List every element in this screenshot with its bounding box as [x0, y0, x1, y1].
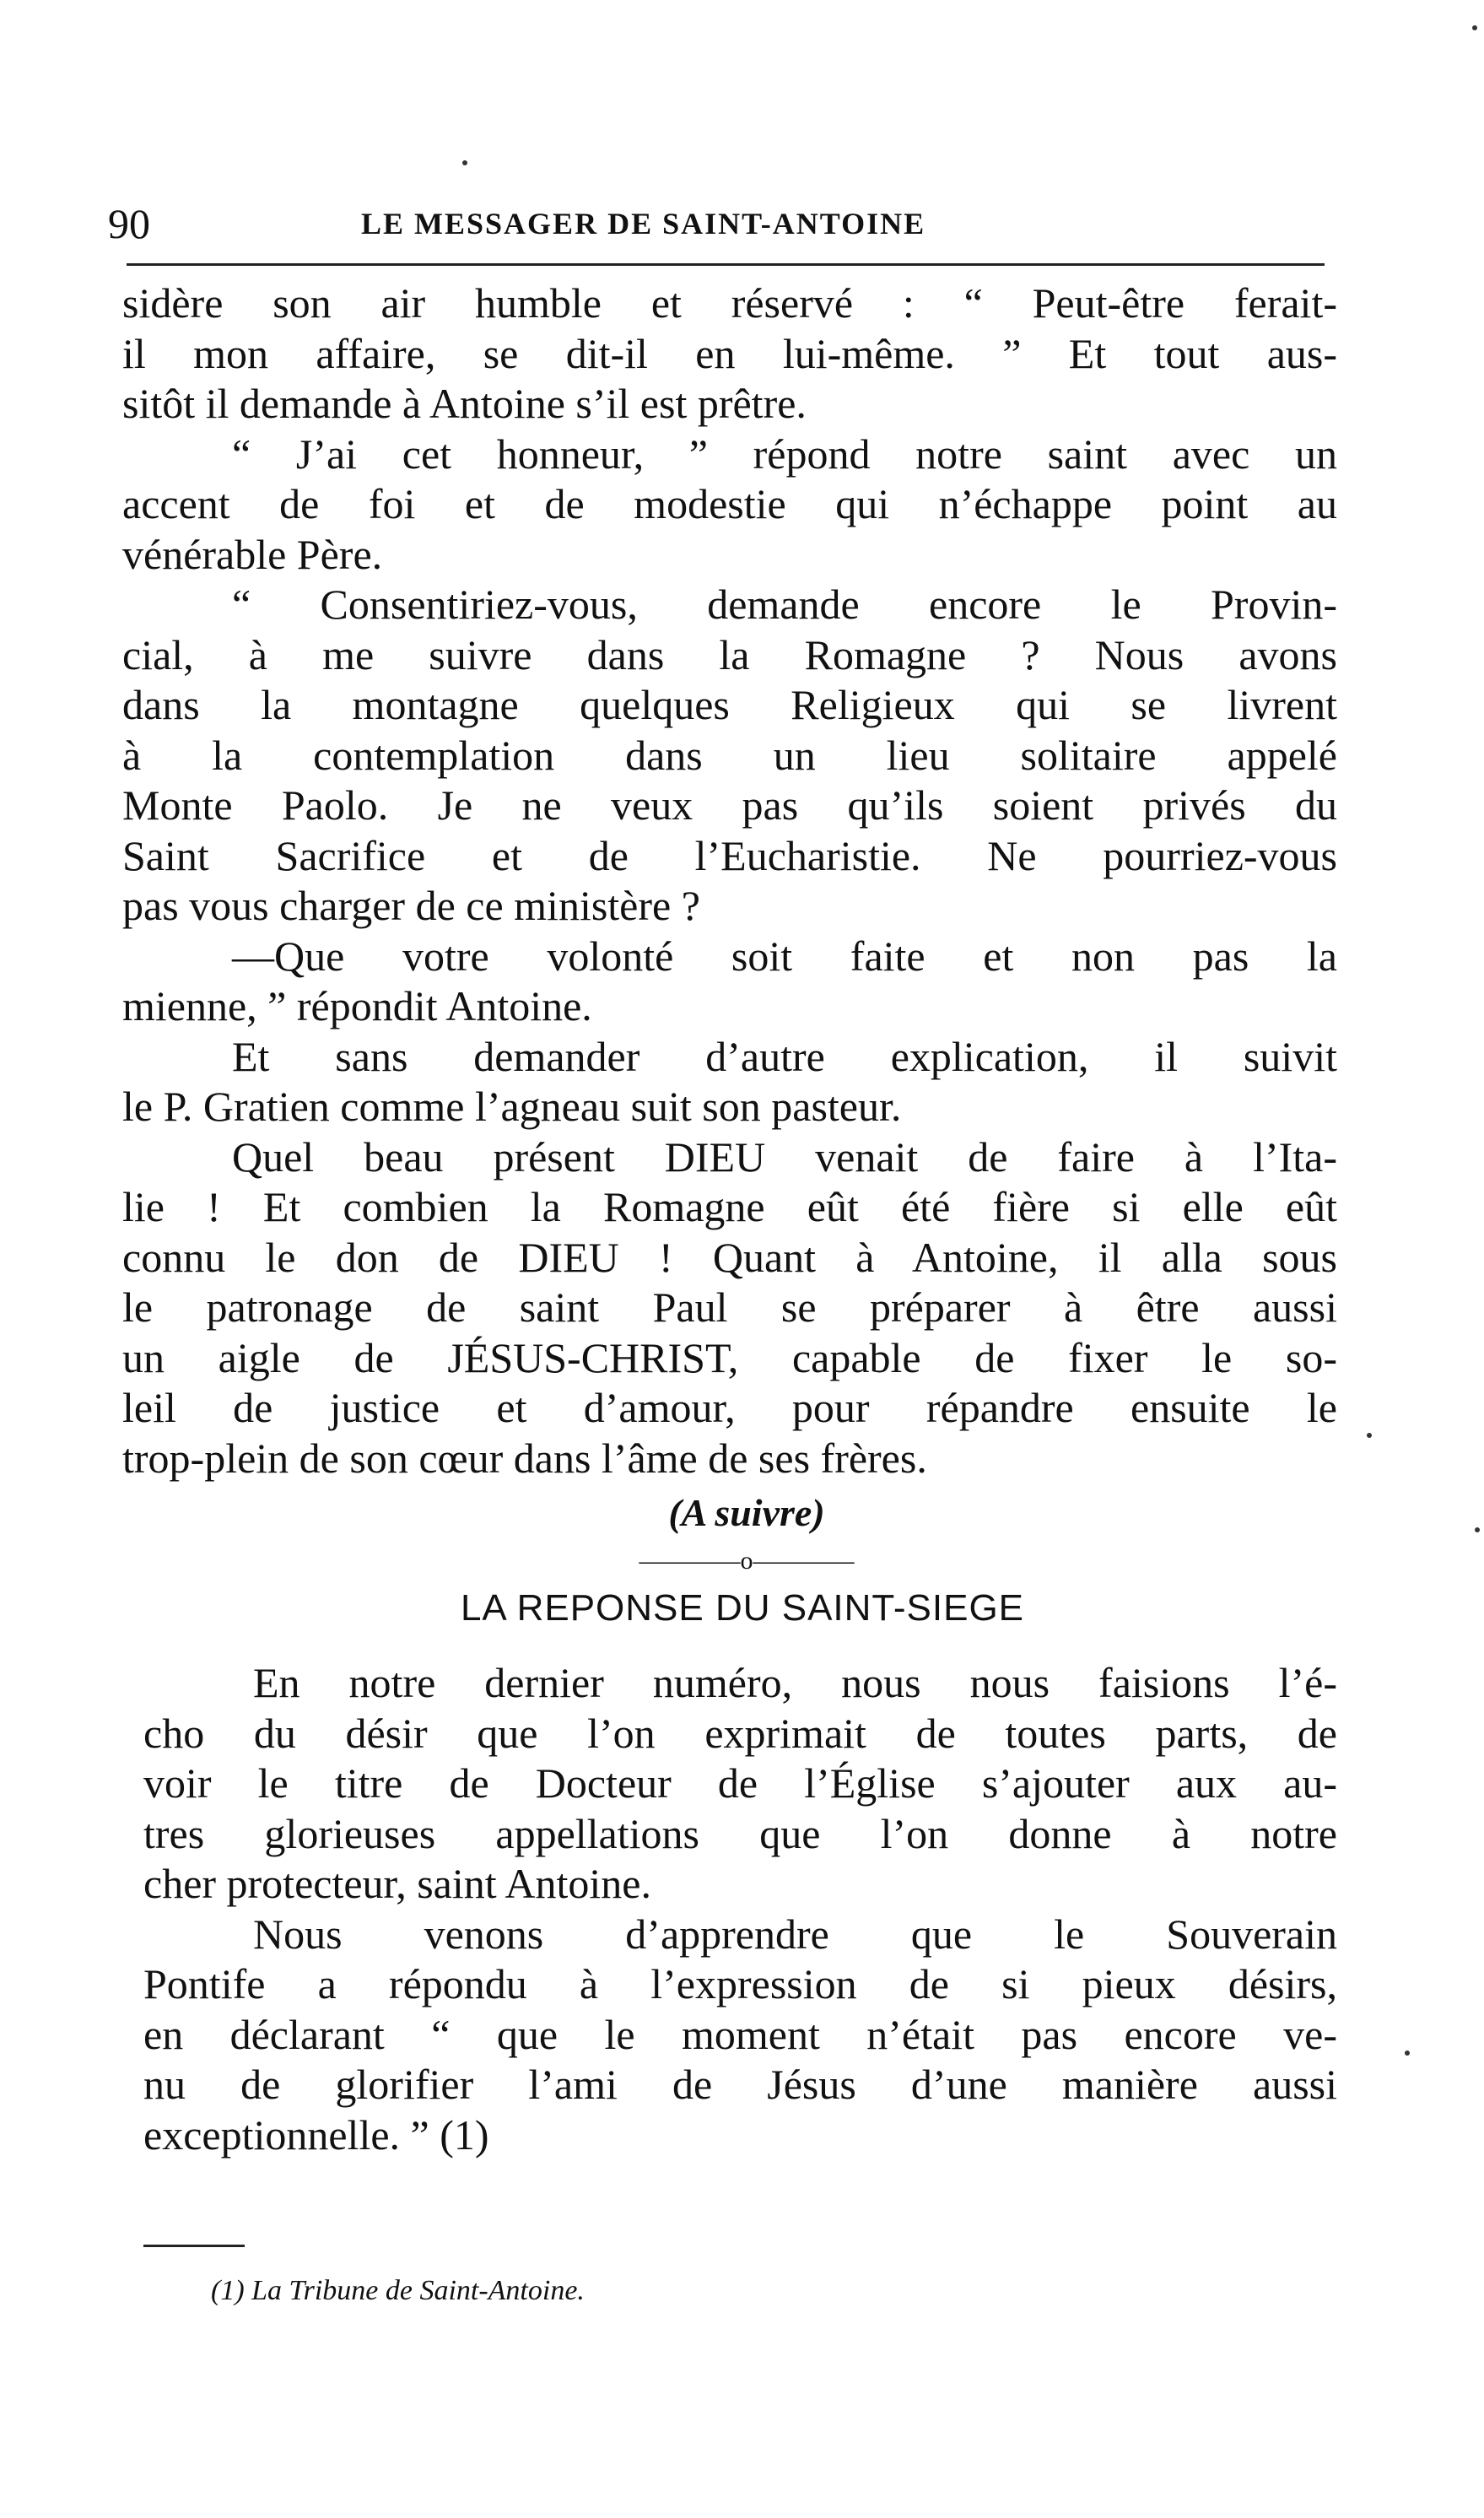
section-lines — [143, 1658, 1337, 2160]
text-line: leil de justice et d’amour, pour répandre ensuite le — [122, 1384, 1337, 1431]
section-separator: ————o———— — [639, 1547, 855, 1575]
header-rule — [127, 263, 1325, 266]
text-line: Et sans demander d’autre explication, il suivit — [232, 1032, 1337, 1080]
text-line: à la contemplation dans un lieu solitaire appelé — [122, 731, 1337, 779]
text-line: vénérable Père. — [122, 530, 383, 578]
text-line: voir le titre de Docteur de l’Église s’ajouter aux au- — [143, 1759, 1337, 1807]
text-line: En notre dernier numéro, nous nous faisions l’é- — [253, 1659, 1337, 1706]
to-be-continued: (A suivre) — [668, 1491, 825, 1534]
body-text — [122, 278, 1337, 1637]
scan-speck — [1472, 25, 1477, 30]
text-line: en déclarant “ que le moment n’était pas encore ve- — [143, 2010, 1337, 2058]
text-line: connu le don de DIEU ! Quant à Antoine, il alla sous — [122, 1233, 1337, 1281]
text-line: pas vous charger de ce ministère ? — [122, 882, 700, 929]
text-line: dans la montagne quelques Religieux qui se livrent — [122, 681, 1337, 728]
text-line: nu de glorifier l’ami de Jésus d’une manière aussi — [143, 2061, 1337, 2108]
text-line: Pontife a répondu à l’expression de si pieux désirs, — [143, 1960, 1337, 2007]
section-title: LA REPONSE DU SAINT-SIEGE — [460, 1587, 1025, 1629]
text-line: il mon affaire, se dit-il en lui-même. ” Et tout aus- — [122, 329, 1337, 377]
scan-speck — [1405, 2051, 1410, 2056]
body-lines — [122, 278, 1337, 1483]
text-line: lie ! Et combien la Romagne eût été fière si elle eût — [122, 1183, 1337, 1230]
footnote-rule — [143, 2245, 245, 2247]
text-line: Quel beau présent DIEU venait de faire à l’Ita- — [232, 1132, 1337, 1181]
text-line: un aigle de JÉSUS-CHRIST, capable de fixer le so- — [122, 1333, 1337, 1381]
text-line: cho du désir que l’on exprimait de toutes parts, de — [143, 1709, 1337, 1757]
text-line: “ Consentiriez-vous, demande encore le Provin- — [232, 581, 1337, 628]
scan-speck — [462, 160, 467, 165]
text-line: sitôt il demande à Antoine s’il est prêtre. — [122, 380, 807, 427]
running-head: LE MESSAGER DE SAINT-ANTOINE — [361, 207, 926, 240]
text-line: cher protecteur, saint Antoine. — [143, 1860, 651, 1907]
text-line: Saint Sacrifice et de l’Eucharistie. Ne pourriez-vous — [122, 831, 1337, 879]
text-line: exceptionnelle. ” (1) — [143, 2110, 489, 2159]
text-line: —Que votre volonté soit faite et non pas la — [232, 932, 1337, 980]
page-number: 90 — [108, 200, 150, 247]
text-line: le P. Gratien comme l’agneau suit son pasteur. — [122, 1083, 902, 1130]
text-line: tres glorieuses appellations que l’on donne à notre — [143, 1809, 1337, 1857]
text-line: “ J’ai cet honneur, ” répond notre saint avec un — [232, 430, 1337, 478]
scan-speck — [1367, 1433, 1372, 1438]
text-line: trop-plein de son cœur dans l’âme de ses frères. — [122, 1434, 927, 1482]
text-line: mienne, ” répondit Antoine. — [122, 982, 592, 1029]
text-line: cial, à me suivre dans la Romagne ? Nous avons — [122, 630, 1337, 678]
footnote: (1) La Tribune de Saint-Antoine. — [211, 2275, 585, 2306]
text-line: accent de foi et de modestie qui n’échappe point au — [122, 480, 1337, 527]
page-header — [108, 190, 1348, 257]
text-line: Monte Paolo. Je ne veux pas qu’ils soient privés du — [122, 781, 1337, 829]
scan-speck — [1475, 1527, 1480, 1532]
section-text — [143, 1658, 1337, 2160]
text-line: sidère son air humble et réservé : “ Peut-être ferait- — [122, 279, 1337, 327]
text-line: Nous venons d’apprendre que le Souverain — [253, 1910, 1337, 1958]
text-line: le patronage de saint Paul se préparer à être aussi — [122, 1283, 1337, 1331]
